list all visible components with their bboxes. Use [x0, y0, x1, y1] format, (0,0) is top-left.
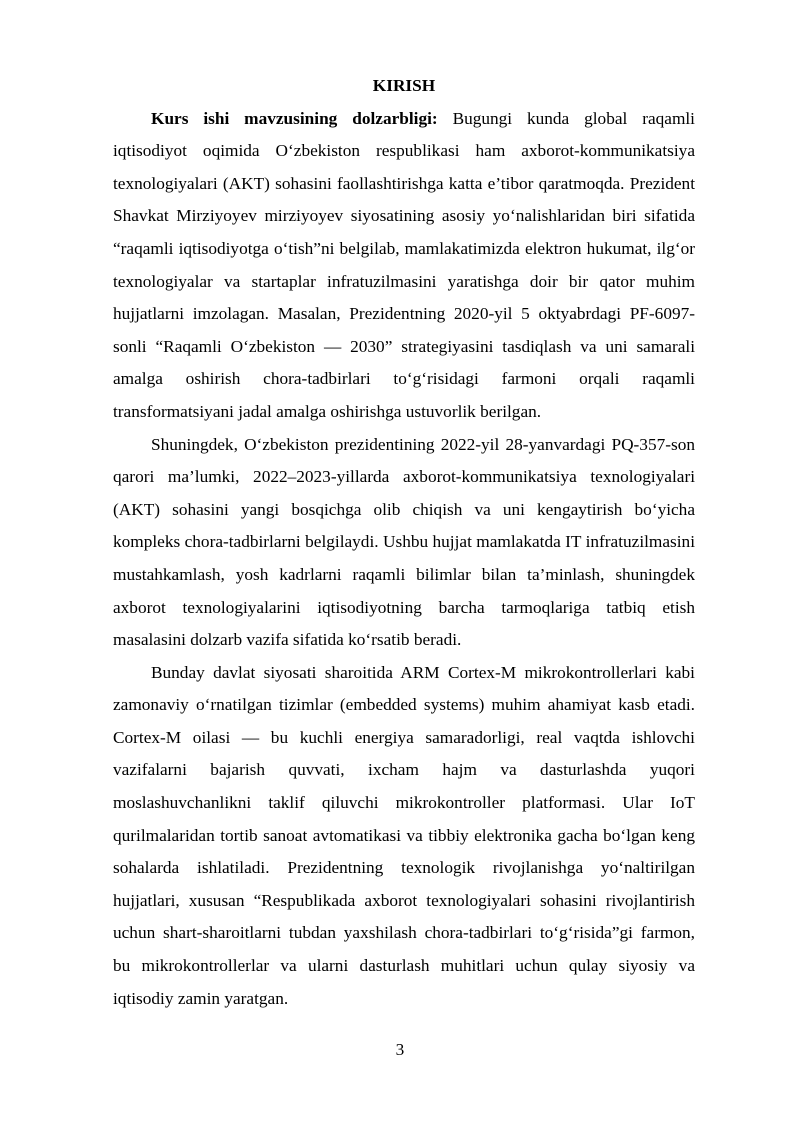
paragraph-decree: [113, 429, 695, 657]
paragraph-text: Shuningdek, O‘zbekiston prezidentining 2022-yil 28-yanvardagi PQ-357-son qarori ma’lumki, 2022–2023-yillarda axborot-kommunikatsiya texnologiyalari (AKT) sohasini yangi bosqichga olib chiqish va uni kengaytirish bo‘yicha kompleks chora-tadbirlarni belgilaydi. Ushbu hujjat mamlakatda IT infratuzilmasini mustahkamlash, yosh kadrlarni raqamli bilimlar bilan ta’minlash, shuningdek axborot texnologiyalarini iqtisodiyotning barcha tarmoqlariga tatbiq etish masalasini dolzarb vazifa sifatida ko‘rsatib beradi.: [113, 434, 695, 650]
paragraph-lead: Kurs ishi mavzusining dolzarbligi:: [151, 108, 438, 128]
page-body: [113, 70, 695, 1015]
paragraph-relevance: [113, 103, 695, 429]
paragraph-text: Bugungi kunda global raqamli iqtisodiyot oqimida O‘zbekiston respublikasi ham axborot-kommunikatsiya texnologiyalari (AKT) sohasini faollashtirishga katta e’tibor qaratmoqda. Prezident Shavkat Mirziyoyev mirziyoyev siyosatining asosiy yo‘nalishlaridan biri sifatida “raqamli iqtisodiyotga o‘tish”ni belgilab, mamlakatimizda elektron hukumat, ilg‘or texnologiyalar va startaplar infratuzilmasini yaratishga doir bir qator muhim hujjatlarni imzolagan. Masalan, Prezidentning 2020-yil 5 oktyabrdagi PF-6097-sonli “Raqamli O‘zbekiston — 2030” strategiyasini tasdiqlash va uni samarali amalga oshirish chora-tadbirlari to‘g‘risidagi farmoni orqali raqamli transformatsiyani jadal amalga oshirishga ustuvorlik berilgan.: [113, 108, 695, 421]
section-title: KIRISH: [372, 76, 436, 95]
paragraph-cortex-m: [113, 657, 695, 1016]
paragraph-text: Bunday davlat siyosati sharoitida ARM Cortex-M mikrokontrollerlari kabi zamonaviy o‘rnatilgan tizimlar (embedded systems) muhim ahamiyat kasb etadi. Cortex-M oilasi — bu kuchli energiya samaradorligi, real vaqtda ishlovchi vazifalarni bajarish quvvati, ixcham hajm va dasturlashda yuqori moslashuvchanlikni taklif qiluvchi mikrokontroller platformasi. Ular IoT qurilmalaridan tortib sanoat avtomatikasi va tibbiy elektronika gacha bo‘lgan keng sohalarda ishlatiladi. Prezidentning texnologik rivojlanishga yo‘naltirilgan hujjatlari, xususan “Respublikada axborot texnologiyalari sohasini rivojlantirish uchun shart-sharoitlarni tubdan yaxshilash chora-tadbirlari to‘g‘risida”gi farmon, bu mikrokontrollerlar va ularni dasturlash muhitlari uchun qulay siyosiy va iqtisodiy zamin yaratgan.: [113, 662, 695, 1008]
page-number: 3: [395, 1040, 405, 1059]
